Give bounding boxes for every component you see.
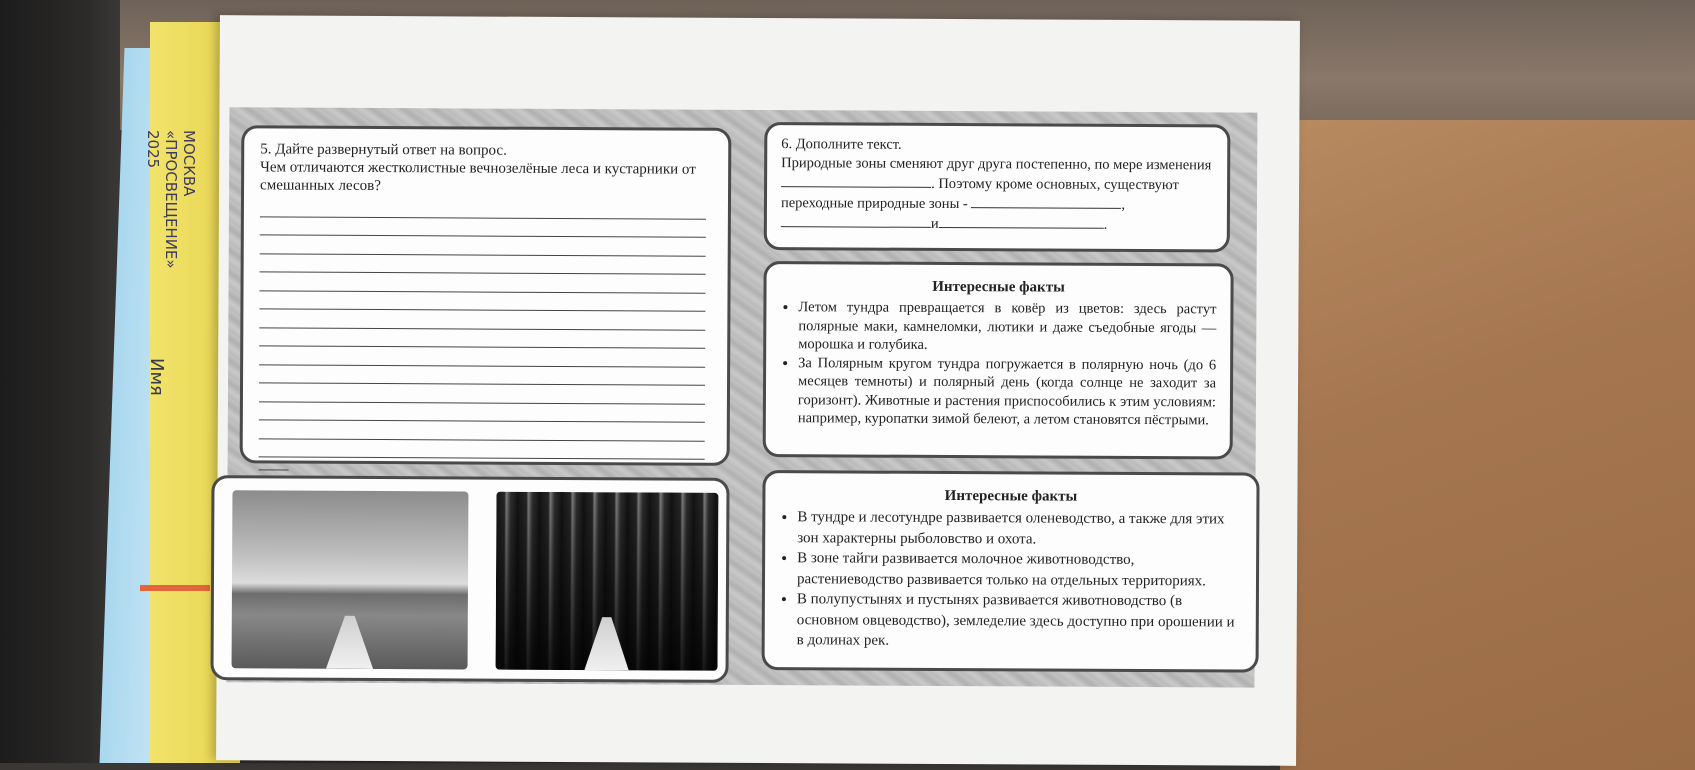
fill-blank[interactable] (971, 194, 1121, 209)
facts-list (780, 298, 1217, 430)
fact-item: • Летом тундра превращается в ковёр из цветов: здесь растут полярные маки, камнеломки, лютики и даже съедобные ягоды — морошка и голубика. (798, 298, 1216, 356)
answer-line[interactable] (260, 235, 706, 256)
textbook-spine (144, 130, 198, 460)
question-5-text: Чем отличаются жестколистные вечнозелёные леса и кустарники от смешанных лесов? (260, 159, 696, 195)
answer-line[interactable] (259, 402, 705, 423)
facts-card-tundra (763, 261, 1234, 459)
book-stripe (140, 585, 210, 591)
name-label: Имя (146, 358, 167, 396)
answer-line[interactable] (259, 420, 705, 441)
spine-publisher: «ПРОСВЕЩЕНИЕ» (162, 130, 180, 269)
question-5-title: 5. Дайте развернутый ответ на вопрос. (260, 141, 507, 159)
answer-line[interactable] (259, 309, 705, 330)
question-6-line-1: Природные зоны сменяют друг друга постепенно, по мере изменения (781, 155, 1212, 174)
answer-line[interactable] (260, 198, 706, 219)
fill-blank[interactable] (781, 213, 931, 228)
spine-year: 2025 (144, 130, 162, 169)
facts-card-economy (762, 470, 1260, 673)
background-shadow (0, 0, 120, 763)
answer-line[interactable] (259, 383, 705, 404)
answer-line[interactable] (259, 291, 705, 312)
fact-item: • В тундре и лесотундре развивается оленеводство, а также для этих зон характерны рыболовство и охота. (797, 507, 1242, 550)
question-6-title: 6. Дополните текст. (781, 136, 902, 153)
spine-city: МОСКВА (180, 130, 198, 197)
fact-item: • В зоне тайги развивается молочное животноводство, растениеводство развивается только на отдельных территориях. (797, 548, 1242, 591)
question-6-and: и (930, 215, 939, 232)
question-6-period: . (1103, 216, 1108, 233)
fact-item: • В полупустынях и пустынях развивается животноводство (в основном овцеводство), земледелие здесь доступно при орошении и в долинах рек. (797, 589, 1242, 653)
answer-line[interactable] (259, 365, 705, 386)
facts-list (779, 507, 1243, 653)
facts-title: Интересные факты (932, 278, 1065, 296)
fill-blank[interactable] (781, 173, 931, 188)
worksheet-page (216, 15, 1300, 766)
answer-line[interactable] (260, 217, 706, 238)
taiga-photo (496, 492, 719, 671)
question-6-line-3-text: переходные природные зоны - (780, 195, 968, 213)
photos-card (210, 475, 729, 683)
answer-lines (259, 198, 712, 472)
question-6-line-2 (781, 173, 1213, 195)
steppe-photo (232, 490, 469, 669)
question-6-line-3 (781, 193, 1213, 215)
fact-item: • За Полярным кругом тундра погружается в полярную ночь (до 6 месяцев темноты) и полярный день (когда солнце не заходит за горизонт). Животные и растения приспособились к этим условиям: например, куропатки зимой белеют, а летом становятся пёстрыми. (798, 354, 1216, 430)
facts-title: Интересные факты (944, 487, 1078, 505)
answer-line[interactable] (259, 328, 705, 349)
answer-line[interactable] (259, 439, 705, 460)
question-6-comma: , (1121, 196, 1126, 213)
question-6-card (764, 122, 1231, 252)
answer-line[interactable] (259, 346, 705, 367)
fill-blank[interactable] (939, 214, 1104, 229)
question-5-card (240, 125, 732, 466)
answer-line[interactable] (260, 272, 706, 293)
answer-line[interactable] (260, 254, 706, 275)
wooden-desk (1280, 120, 1695, 770)
answer-line-short[interactable] (259, 461, 289, 470)
question-6-line-2-text: . Поэтому кроме основных, существуют (931, 175, 1179, 194)
question-6-line-4 (781, 213, 1213, 235)
